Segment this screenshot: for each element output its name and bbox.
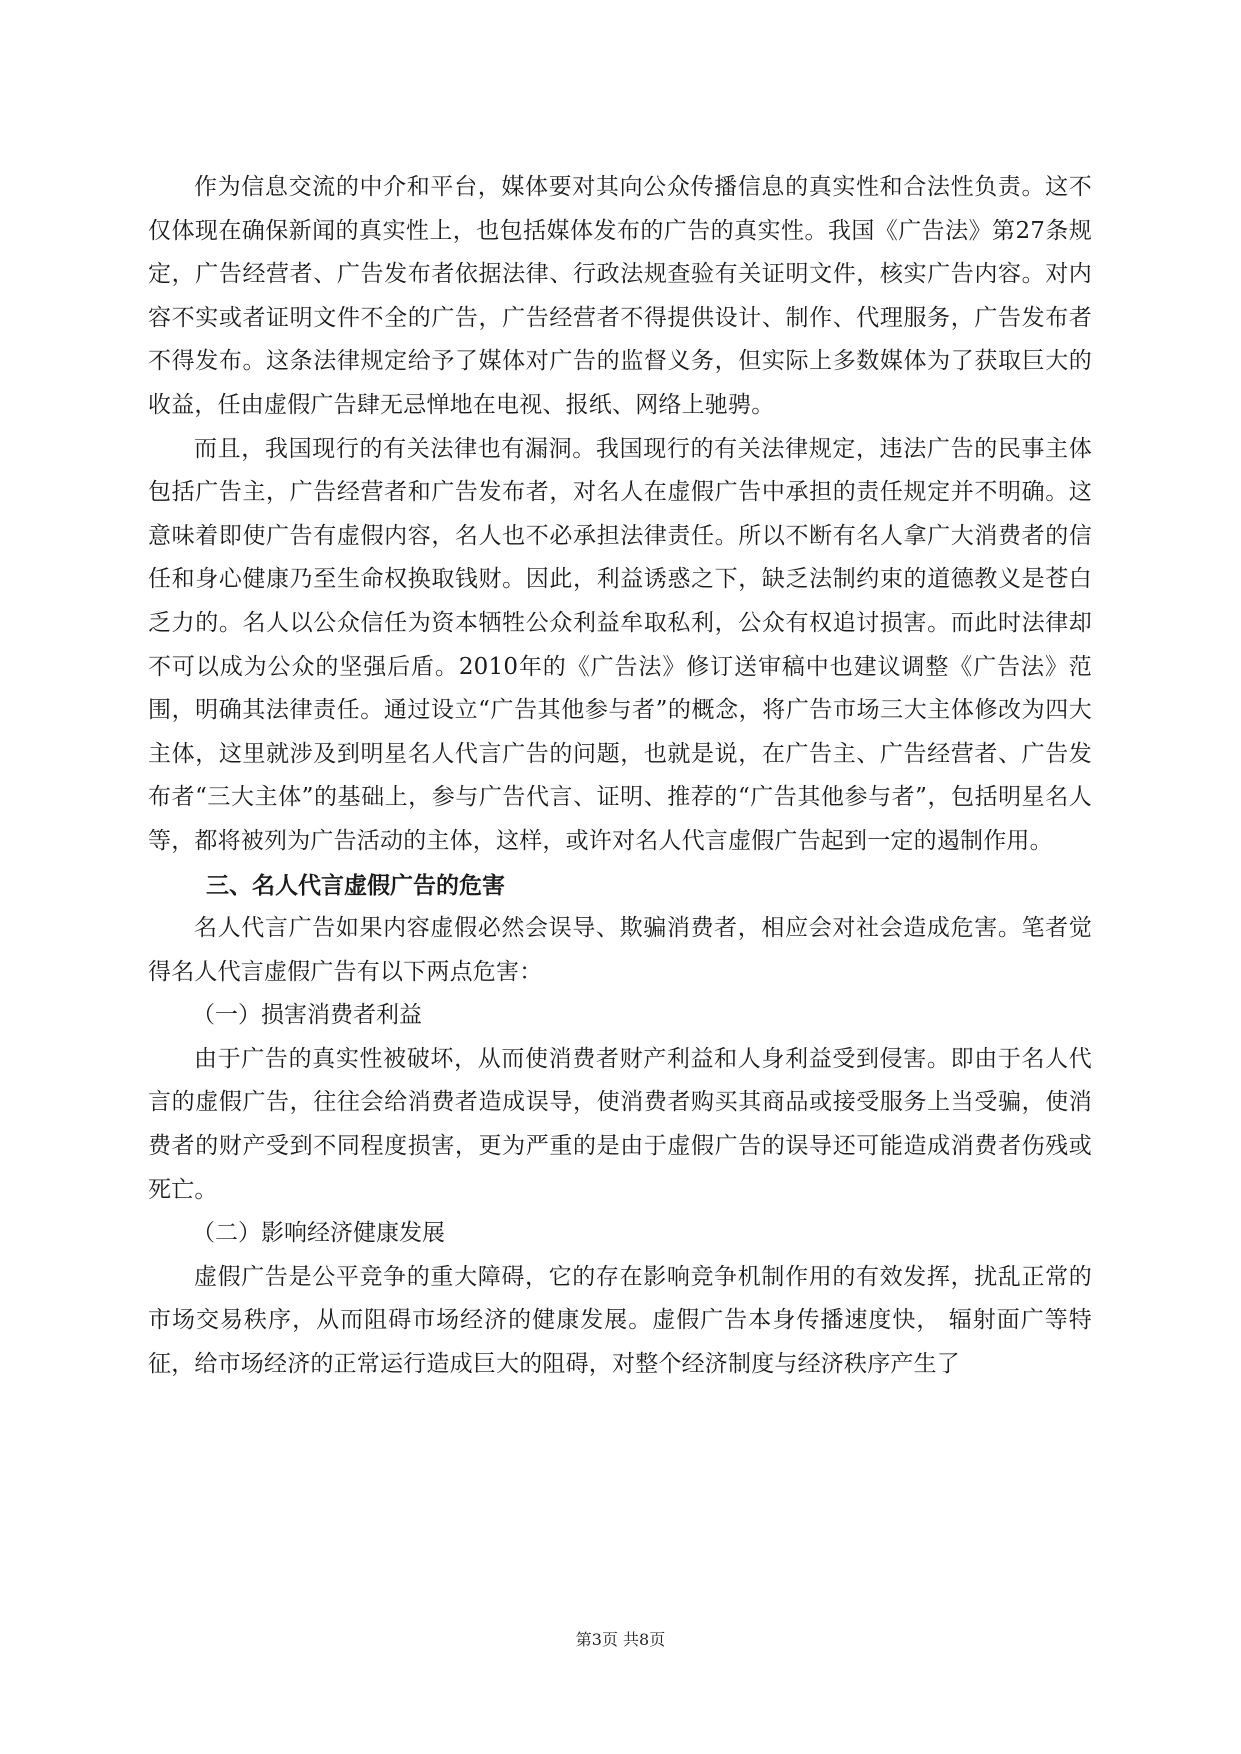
subheading-consumer-interest: （一）损害消费者利益 [192, 1002, 422, 1029]
section-heading: 三、名人代言虚假广告的危害 [206, 871, 505, 899]
page-number-footer: 第3页 共8页 [575, 1630, 666, 1649]
paragraph-legal-loophole: 而且，我国现行的有关法律也有漏洞。我国现行的有关法律规定，违法广告的民事主体包括广告主，广告经营者和广告发布者，对名人在虚假广告中承担的责任规定并不明确。这意味着即使广告有虚假内容，名人也不必承担法律责任。所以不断有名人拿广大消费者的信任和身心健康乃至生命权换取钱财。因此，利益诱惑之下，缺乏法制约束的道德教义是苍白乏力的。名人以公众信任为资本牺牲公众利益牟取私利，公众有权追讨损害。而此时法律却不可以成为公众的坚强后盾。2010年的《广告法》修订送审稿中也建议调整《广告法》范围，明确其法律责任。通过设立“广告其他参与者”的概念，将广告市场三大主体修改为四大主体，这里就涉及到明星名人代言广告的问题，也就是说，在广告主、广告经营者、广告发布者“三大主体”的基础上，参与广告代言、证明、推荐的“广告其他参与者”，包括明星名人等，都将被列为广告活动的主体，这样，或许对名人代言虚假广告起到一定的遏制作用。 [148, 435, 1092, 854]
subheading-economic-development: （二）影响经济健康发展 [192, 1220, 445, 1247]
section-intro: 名人代言广告如果内容虚假必然会误导、欺骗消费者，相应会对社会造成危害。笔者觉得名人代言虚假广告有以下两点危害： [148, 915, 1092, 985]
page-body [148, 166, 1092, 1387]
paragraph-consumer-interest: 由于广告的真实性被破坏，从而使消费者财产利益和人身利益受到侵害。即由于名人代言的虚假广告，往往会给消费者造成误导，使消费者购买其商品或接受服务上当受骗，使消费者的财产受到不同程度损害，更为严重的是由于虚假广告的误导还可能造成消费者伤残或死亡。 [148, 1045, 1092, 1203]
paragraph-media-responsibility: 作为信息交流的中介和平台，媒体要对其向公众传播信息的真实性和合法性负责。这不仅体现在确保新闻的真实性上，也包括媒体发布的广告的真实性。我国《广告法》第27条规定，广告经营者、广告发布者依据法律、行政法规查验有关证明文件，核实广告内容。对内容不实或者证明文件不全的广告，广告经营者不得提供设计、制作、代理服务，广告发布者不得发布。这条法律规定给予了媒体对广告的监督义务，但实际上多数媒体为了获取巨大的收益，任由虚假广告肆无忌惮地在电视、报纸、网络上驰骋。 [148, 174, 1092, 418]
paragraph-economic-development: 虚假广告是公平竞争的重大障碍，它的存在影响竞争机制作用的有效发挥，扰乱正常的市场交易秩序，从而阻碍市场经济的健康发展。虚假广告本身传播速度快， 辐射面广等特征，给市场经济的正常运行造成巨大的阻碍，对整个经济制度与经济秩序产生了 [148, 1263, 1092, 1378]
